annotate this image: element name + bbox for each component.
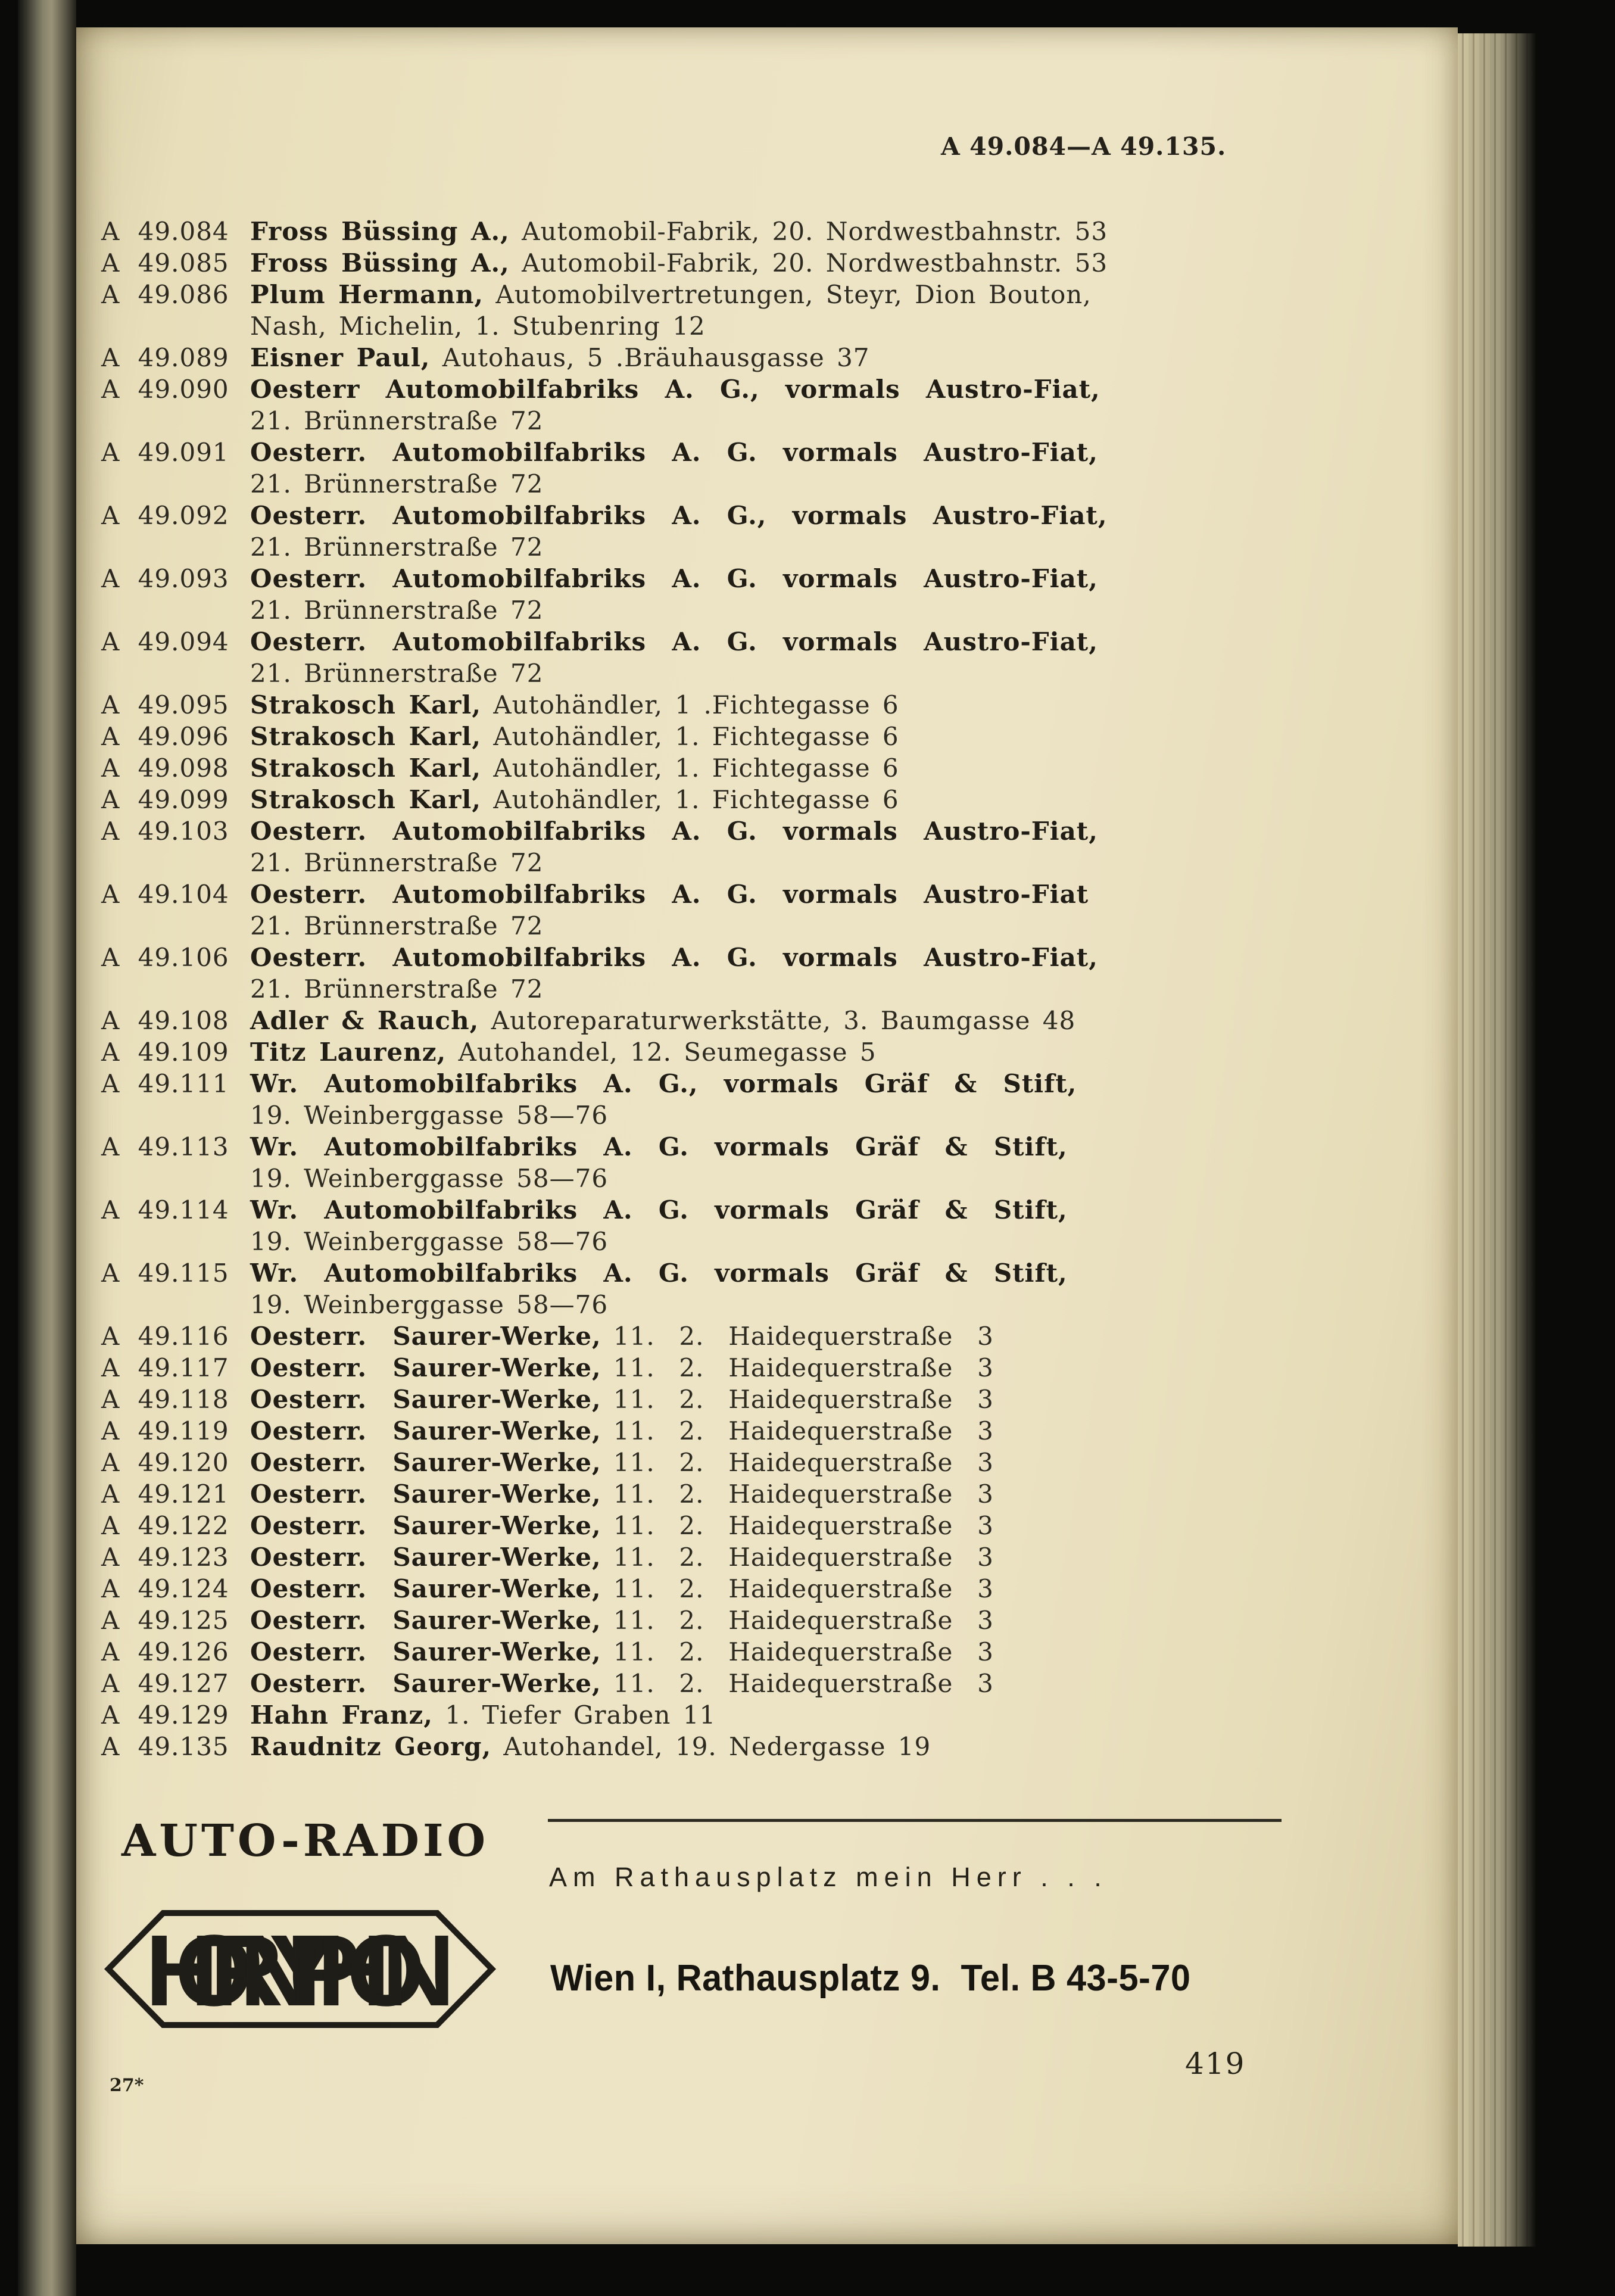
entry-ref-number: A 49.093 [101,564,229,593]
entry-ref-number: A 49.124 [101,1574,229,1603]
entry-ref-number: A 49.085 [101,248,229,278]
entry-name: Oesterr. Saurer-Werke, [250,1353,601,1382]
entry-ref-number: A 49.103 [101,817,229,846]
page-stack-edge [1458,33,1539,2247]
entry-continuation: 21. Brünnerstraße 72 [250,848,544,877]
directory-entry-row [101,437,1286,500]
entry-text [250,1478,1286,1510]
entry-text [250,1541,1286,1573]
entry-continuation: 21. Brünnerstraße 72 [250,974,544,1004]
entry-text [250,563,1286,626]
entry-ref-number: A 49.125 [101,1606,229,1635]
entry-info: Autohandel, 19. Nedergasse 19 [491,1732,931,1761]
entry-text [250,1320,1286,1352]
book-binding-edge [18,0,76,2296]
entry-info: 11. 2. Haidequerstraße 3 [601,1416,994,1445]
entry-text [250,1257,1286,1320]
entry-info: 11. 2. Haidequerstraße 3 [601,1448,994,1477]
entry-ref-number: A 49.113 [101,1132,229,1161]
entry-text [250,1447,1286,1478]
directory-entry-row [101,1605,1286,1636]
hornyphon-ad [101,1809,1346,2083]
entry-ref-number: A 49.126 [101,1637,229,1666]
entry-continuation: 21. Brünnerstraße 72 [250,659,544,688]
signature-mark: 27* [110,2075,144,2096]
entry-continuation: 21. Brünnerstraße 72 [250,911,544,940]
entry-continuation: 19. Weinberggasse 58—76 [250,1101,609,1130]
entry-name: Fross Büssing A., [250,248,510,278]
entry-continuation: 19. Weinberggasse 58—76 [250,1164,609,1193]
entry-ref-number: A 49.123 [101,1543,229,1572]
entry-info: 11. 2. Haidequerstraße 3 [601,1574,994,1603]
entry-ref-number: A 49.117 [101,1353,229,1382]
directory-entry-row [101,279,1286,342]
entry-text [250,500,1286,563]
entry-name: Hahn Franz, [250,1700,434,1730]
entry-info: 11. 2. Haidequerstraße 3 [601,1353,994,1382]
entry-name: Oesterr. Automobilfabriks A. G. vormals Austro-Fiat, [250,627,1098,656]
entry-name: Oesterr. Automobilfabriks A. G. vormals Austro-Fiat, [250,943,1098,972]
entry-continuation: 21. Brünnerstraße 72 [250,469,544,499]
entry-continuation: 21. Brünnerstraße 72 [250,596,544,625]
entry-ref-number: A 49.091 [101,438,229,467]
directory-entry-row [101,815,1286,878]
entry-text [250,626,1286,689]
entry-name: Wr. Automobilfabriks A. G., vormals Gräf & Stift, [250,1069,1077,1098]
entry-ref-number: A 49.089 [101,343,229,372]
entry-ref-number: A 49.114 [101,1195,229,1225]
entry-name: Oesterr. Saurer-Werke, [250,1637,601,1666]
entry-text [250,1005,1286,1036]
entry-text [250,1668,1286,1699]
entry-ref-number: A 49.127 [101,1669,229,1698]
directory-entry-row [101,1668,1286,1699]
entry-ref-number: A 49.098 [101,753,229,783]
entry-name: Wr. Automobilfabriks A. G. vormals Gräf & Stift, [250,1258,1068,1288]
entry-text [250,1068,1286,1131]
entry-info: Autohändler, 1 .Fichtegasse 6 [481,690,899,719]
entry-ref-number: A 49.115 [101,1258,229,1288]
entry-ref-number: A 49.090 [101,375,229,404]
entry-ref-number: A 49.119 [101,1416,229,1445]
entry-info: Autohändler, 1. Fichtegasse 6 [481,785,899,814]
directory-entry-row [101,342,1286,373]
entry-info: Autohändler, 1. Fichtegasse 6 [481,753,899,783]
entry-name: Wr. Automobilfabriks A. G. vormals Gräf & Stift, [250,1195,1068,1225]
directory-entry-row [101,1541,1286,1573]
directory-entry-row [101,689,1286,721]
directory-entry-row [101,1447,1286,1478]
entry-info: Autoreparaturwerkstätte, 3. Baumgasse 48 [479,1006,1076,1035]
entry-name: Oesterr. Automobilfabriks A. G. vormals Austro-Fiat, [250,438,1098,467]
entry-info: 11. 2. Haidequerstraße 3 [601,1637,994,1666]
entry-continuation: Nash, Michelin, 1. Stubenring 12 [250,311,706,341]
entry-text [250,689,1286,721]
entry-text [250,342,1286,373]
entry-text [250,1699,1286,1731]
ad-divider-rule [548,1819,1282,1822]
entry-ref-number: A 49.104 [101,880,229,909]
ad-brand-title: AUTO-RADIO [121,1815,490,1867]
entry-info: Autohandel, 12. Seumegasse 5 [446,1038,877,1067]
entry-text [250,721,1286,752]
entry-ref-number: A 49.118 [101,1385,229,1414]
entry-info: Automobil-Fabrik, 20. Nordwestbahnstr. 53 [509,217,1108,246]
entry-info: 11. 2. Haidequerstraße 3 [601,1322,994,1351]
entry-ref-number: A 49.095 [101,690,229,719]
entry-name: Oesterr. Saurer-Werke, [250,1416,601,1445]
directory-entry-row [101,1731,1286,1762]
entry-text [250,1636,1286,1668]
entry-ref-number: A 49.120 [101,1448,229,1477]
entry-name: Oesterr. Saurer-Werke, [250,1511,601,1540]
directory-entry-row [101,1131,1286,1194]
entry-info: 1. Tiefer Graben 11 [433,1700,716,1730]
entry-info: 11. 2. Haidequerstraße 3 [601,1479,994,1509]
ad-tagline: Am Rathausplatz mein Herr . . . [549,1862,1108,1892]
entry-ref-number: A 49.122 [101,1511,229,1540]
entry-name: Strakosch Karl, [250,722,481,751]
entry-name: Oesterr. Saurer-Werke, [250,1322,601,1351]
page-header-range: A 49.084—A 49.135. [941,132,1227,161]
directory-entry-row [101,1478,1286,1510]
entry-text [250,815,1286,878]
page-number: 419 [1185,2046,1246,2081]
directory-entry-row [101,1573,1286,1605]
directory-entry-row [101,784,1286,815]
directory-entry-row [101,247,1286,279]
entry-text [250,784,1286,815]
entry-info: 11. 2. Haidequerstraße 3 [601,1511,994,1540]
entry-text [250,752,1286,784]
entry-info: 11. 2. Haidequerstraße 3 [601,1606,994,1635]
directory-entry-row [101,1384,1286,1415]
entry-text [250,373,1286,437]
entry-info: Autohaus, 5 .Bräuhausgasse 37 [430,343,870,372]
entry-text [250,942,1286,1005]
entry-name: Adler & Rauch, [250,1006,479,1035]
entry-text [250,1731,1286,1762]
directory-entry-row [101,1036,1286,1068]
directory-entry-row [101,1320,1286,1352]
entry-name: Oesterr. Saurer-Werke, [250,1385,601,1414]
entry-info: 11. 2. Haidequerstraße 3 [601,1385,994,1414]
entry-name: Oesterr Automobilfabriks A. G., vormals Austro-Fiat, [250,375,1100,404]
entry-info: Automobil-Fabrik, 20. Nordwestbahnstr. 53 [509,248,1108,278]
entry-name: Oesterr. Saurer-Werke, [250,1543,601,1572]
directory-entry-row [101,942,1286,1005]
entry-ref-number: A 49.135 [101,1732,229,1761]
entry-name: Eisner Paul, [250,343,431,372]
entry-ref-number: A 49.106 [101,943,229,972]
entry-text [250,1415,1286,1447]
directory-entry-row [101,1636,1286,1668]
entry-text [250,247,1286,279]
directory-entry-row [101,1415,1286,1447]
entry-name: Titz Laurenz, [250,1038,447,1067]
entry-name: Raudnitz Georg, [250,1732,492,1761]
entry-name: Oesterr. Automobilfabriks A. G. vormals Austro-Fiat, [250,817,1098,846]
entry-name: Oesterr. Automobilfabriks A. G. vormals Austro-Fiat [250,880,1089,909]
entry-ref-number: A 49.109 [101,1038,229,1067]
directory-list [101,216,1286,1762]
entry-name: Oesterr. Saurer-Werke, [250,1669,601,1698]
entry-ref-number: A 49.094 [101,627,229,656]
entry-info: Autohändler, 1. Fichtegasse 6 [481,722,899,751]
entry-name: Plum Hermann, [250,280,484,309]
entry-ref-number: A 49.084 [101,217,229,246]
directory-entry-row [101,1510,1286,1541]
entry-ref-number: A 49.111 [101,1069,229,1098]
directory-entry-row [101,1005,1286,1036]
entry-ref-number: A 49.129 [101,1700,229,1730]
entry-name: Strakosch Karl, [250,785,481,814]
logo-text: HORNYPHON [145,1914,455,2027]
entry-name: Wr. Automobilfabriks A. G. vormals Gräf & Stift, [250,1132,1068,1161]
directory-entry-row [101,1352,1286,1384]
entry-ref-number: A 49.099 [101,785,229,814]
directory-entry-row [101,721,1286,752]
entry-text [250,279,1286,342]
entry-text [250,1510,1286,1541]
entry-text [250,1605,1286,1636]
directory-entry-row [101,878,1286,942]
directory-entry-row [101,626,1286,689]
directory-entry-row [101,1068,1286,1131]
directory-entry-row [101,1194,1286,1257]
entry-name: Fross Büssing A., [250,217,510,246]
entry-continuation: 19. Weinberggasse 58—76 [250,1227,609,1256]
entry-name: Oesterr. Automobilfabriks A. G. vormals Austro-Fiat, [250,564,1098,593]
entry-text [250,216,1286,247]
directory-entry-row [101,752,1286,784]
directory-entry-row [101,500,1286,563]
entry-text [250,1573,1286,1605]
entry-info: 11. 2. Haidequerstraße 3 [601,1543,994,1572]
entry-ref-number: A 49.108 [101,1006,229,1035]
entry-name: Strakosch Karl, [250,690,481,719]
directory-entry-row [101,1699,1286,1731]
entry-text [250,1036,1286,1068]
entry-ref-number: A 49.121 [101,1479,229,1509]
entry-info: Automobilvertretungen, Steyr, Dion Bouton, [484,280,1092,309]
entry-continuation: 19. Weinberggasse 58—76 [250,1290,609,1319]
entry-name: Oesterr. Saurer-Werke, [250,1448,601,1477]
entry-name: Oesterr. Automobilfabriks A. G., vormals Austro-Fiat, [250,501,1108,530]
directory-entry-row [101,1257,1286,1320]
entry-text [250,1384,1286,1415]
entry-text [250,1131,1286,1194]
entry-text [250,437,1286,500]
ad-address: Wien I, Rathausplatz 9. Tel. B 43-5-70 [550,1958,1191,1999]
entry-text [250,878,1286,942]
directory-entry-row [101,563,1286,626]
entry-name: Oesterr. Saurer-Werke, [250,1479,601,1509]
entry-ref-number: A 49.086 [101,280,229,309]
directory-page [76,27,1458,2244]
entry-ref-number: A 49.096 [101,722,229,751]
entry-name: Oesterr. Saurer-Werke, [250,1606,601,1635]
entry-name: Strakosch Karl, [250,753,481,783]
directory-entry-row [101,216,1286,247]
directory-entry-row [101,373,1286,437]
entry-ref-number: A 49.092 [101,501,229,530]
entry-text [250,1352,1286,1384]
hornyphon-logo [104,1898,497,2040]
entry-ref-number: A 49.116 [101,1322,229,1351]
entry-info: 11. 2. Haidequerstraße 3 [601,1669,994,1698]
entry-continuation: 21. Brünnerstraße 72 [250,532,544,562]
entry-name: Oesterr. Saurer-Werke, [250,1574,601,1603]
entry-text [250,1194,1286,1257]
entry-continuation: 21. Brünnerstraße 72 [250,406,544,435]
